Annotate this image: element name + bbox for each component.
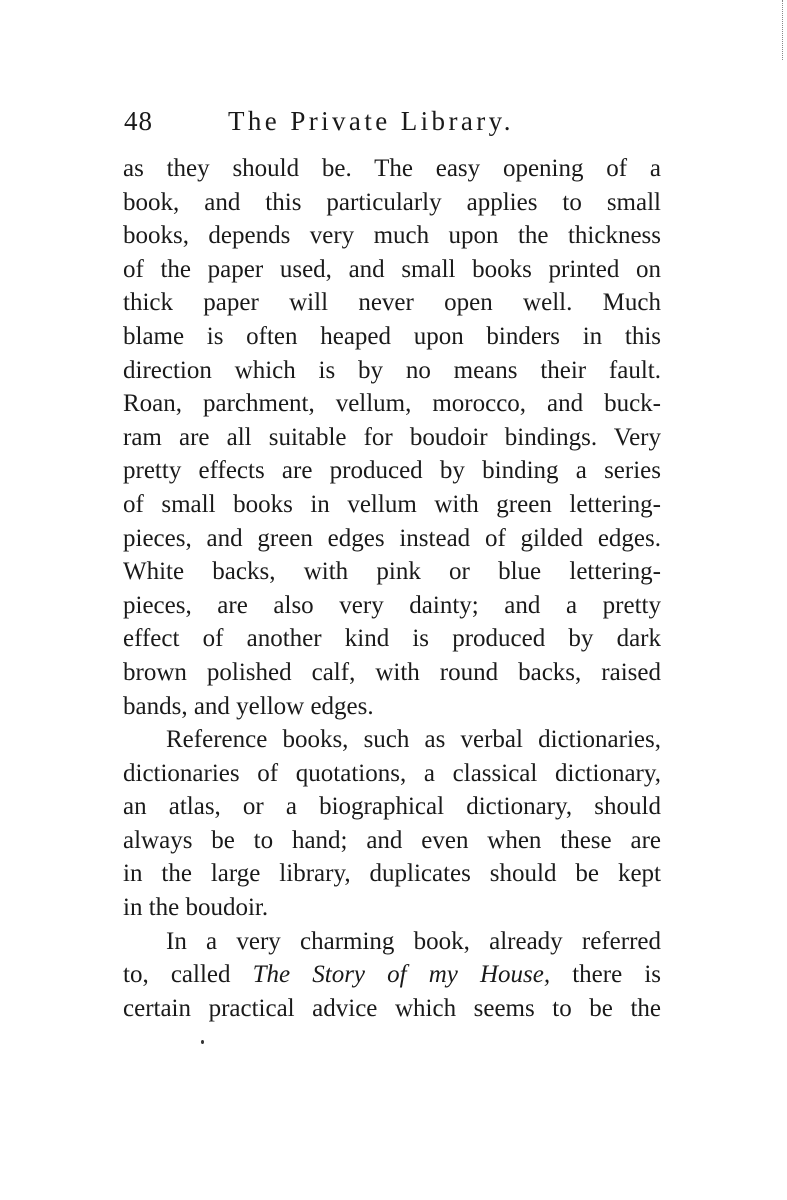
text-fragment: to, called: [123, 961, 253, 989]
text-line: Roan, parchment, vellum, morocco, and buck-: [123, 390, 661, 418]
text-line: In a very charming book, already referred: [166, 927, 661, 955]
text-line: of the paper used, and small books printed on: [123, 255, 661, 283]
text-line: of small books in vellum with green lettering-: [123, 490, 661, 518]
text-line: pretty effects are produced by binding a series: [123, 457, 661, 485]
text-line: books, depends very much upon the thickness: [123, 222, 661, 250]
paragraph-2: [123, 723, 661, 925]
text-line: pieces, are also very dainty; and a pretty: [123, 591, 661, 619]
text-line: thick paper will never open well. Much: [123, 289, 661, 317]
text-line: in the boudoir.: [123, 894, 269, 922]
ink-speck: [201, 1040, 204, 1044]
page-edge-marks: [778, 0, 783, 60]
text-line: in the large library, duplicates should be kept: [123, 860, 661, 888]
text-line: bands, and yellow edges.: [123, 692, 374, 720]
text-line: Reference books, such as verbal dictionaries,: [166, 726, 661, 754]
text-line: book, and this particularly applies to small: [123, 188, 661, 216]
text-line: effect of another kind is produced by dark: [123, 625, 661, 653]
text-line: as they should be. The easy opening of a: [123, 155, 661, 182]
running-head: [124, 101, 664, 141]
text-line: certain practical advice which seems to be the: [123, 994, 661, 1022]
book-title: The Story of my House,: [252, 961, 551, 989]
text-line: always be to hand; and even when these are: [123, 826, 661, 854]
text-line: [123, 958, 661, 992]
text-line: blame is often heaped upon binders in this: [123, 322, 661, 350]
text-line: an atlas, or a biographical dictionary, should: [123, 793, 661, 821]
text-line: brown polished calf, with round backs, raised: [123, 658, 661, 686]
body-text: [123, 152, 661, 1025]
running-title: The Private Library.: [228, 106, 514, 136]
paragraph-3: [123, 925, 661, 1026]
text-line: pieces, and green edges instead of gilded edges.: [123, 524, 661, 552]
text-fragment: there is: [550, 961, 661, 989]
text-line: White backs, with pink or blue lettering-: [123, 558, 661, 586]
paragraph-1: [123, 152, 661, 723]
page-number: 48: [124, 106, 153, 136]
text-line: ram are all suitable for boudoir bindings. Very: [123, 423, 661, 451]
text-line: dictionaries of quotations, a classical dictionary,: [123, 759, 661, 787]
text-line: direction which is by no means their fault.: [123, 356, 661, 384]
